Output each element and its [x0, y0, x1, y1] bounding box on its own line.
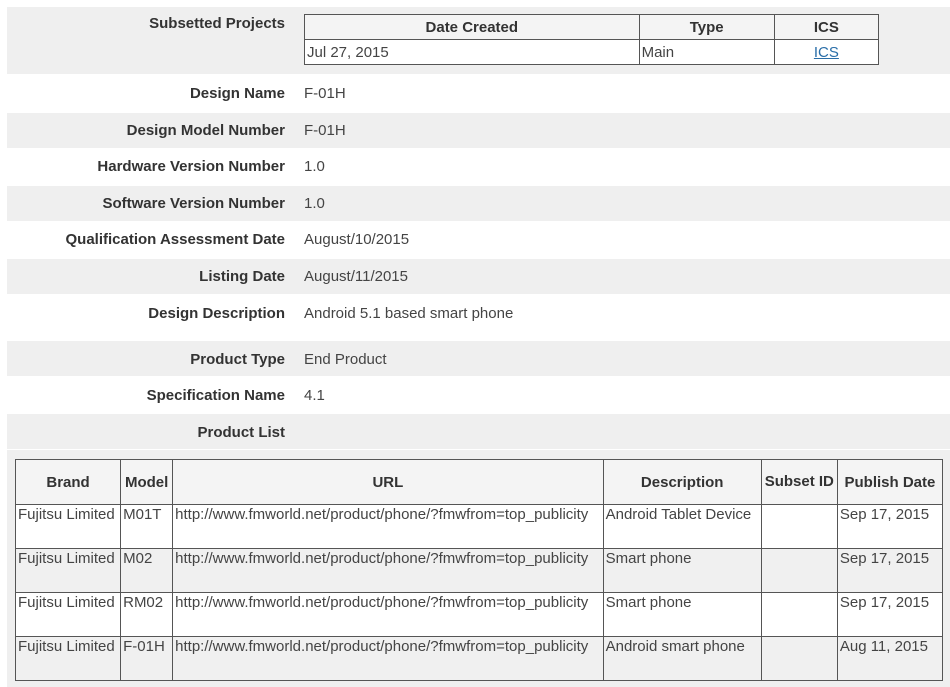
field-label: Product List — [197, 424, 285, 441]
date-created-cell: Jul 27, 2015 — [305, 40, 640, 65]
table-row — [16, 505, 943, 549]
field-row-product-type — [7, 341, 950, 376]
field-label: Qualification Assessment Date — [65, 231, 285, 248]
url-cell: http://www.fmworld.net/product/phone/?fmwfrom=top_publicity — [173, 637, 603, 681]
column-header-model: Model — [121, 460, 173, 505]
publish-date-cell: Sep 17, 2015 — [837, 593, 942, 637]
field-label: Specification Name — [146, 387, 285, 404]
field-value: Android 5.1 based smart phone — [304, 305, 514, 322]
model-cell: M02 — [121, 549, 173, 593]
subset-id-cell — [761, 637, 837, 681]
field-label: Design Description — [148, 305, 285, 322]
type-cell: Main — [639, 40, 774, 65]
table-row — [16, 549, 943, 593]
field-value: End Product — [304, 351, 387, 368]
field-value: August/11/2015 — [304, 268, 408, 285]
field-label: Product Type — [190, 351, 285, 368]
table-row — [16, 593, 943, 637]
field-label: Hardware Version Number — [97, 158, 285, 175]
brand-cell: Fujitsu Limited — [16, 549, 121, 593]
brand-cell: Fujitsu Limited — [16, 637, 121, 681]
column-header-description: Description — [603, 460, 761, 505]
column-header-type: Type — [639, 15, 774, 40]
ics-cell — [774, 40, 878, 65]
field-row-listing-date — [7, 259, 950, 294]
field-value: 1.0 — [304, 158, 325, 175]
table-row — [16, 637, 943, 681]
field-value: August/10/2015 — [304, 231, 410, 248]
column-header-ics: ICS — [774, 15, 878, 40]
field-row-product-list — [7, 414, 950, 449]
subset-id-cell — [761, 593, 837, 637]
field-label: Design Name — [189, 85, 285, 102]
column-header-brand: Brand — [16, 460, 121, 505]
field-label: Software Version Number — [102, 195, 285, 212]
field-value: F-01H — [304, 85, 346, 102]
model-cell: M01T — [121, 505, 173, 549]
description-cell: Android smart phone — [603, 637, 761, 681]
brand-cell: Fujitsu Limited — [16, 505, 121, 549]
subset-id-cell — [761, 549, 837, 593]
url-cell: http://www.fmworld.net/product/phone/?fmwfrom=top_publicity — [173, 505, 603, 549]
field-label: Listing Date — [199, 268, 285, 285]
subsetted-projects-label: Subsetted Projects — [149, 15, 285, 32]
subsetted-projects-table — [304, 14, 879, 65]
field-row-design-name — [7, 76, 950, 112]
url-cell: http://www.fmworld.net/product/phone/?fmwfrom=top_publicity — [173, 549, 603, 593]
publish-date-cell: Sep 17, 2015 — [837, 549, 942, 593]
publish-date-cell: Aug 11, 2015 — [837, 637, 942, 681]
ics-link[interactable]: ICS — [813, 43, 839, 61]
field-value: 4.1 — [304, 387, 325, 404]
url-cell: http://www.fmworld.net/product/phone/?fmwfrom=top_publicity — [173, 593, 603, 637]
column-header-url: URL — [173, 460, 603, 505]
description-cell: Android Tablet Device — [603, 505, 761, 549]
brand-cell: Fujitsu Limited — [16, 593, 121, 637]
column-header-publish-date: Publish Date — [837, 460, 942, 505]
description-cell: Smart phone — [603, 593, 761, 637]
field-value: F-01H — [304, 122, 346, 139]
column-header-subset-id: Subset ID — [761, 460, 837, 505]
subset-id-cell — [761, 505, 837, 549]
model-cell: F-01H — [121, 637, 173, 681]
field-label: Design Model Number — [126, 122, 285, 139]
publish-date-cell: Sep 17, 2015 — [837, 505, 942, 549]
model-cell: RM02 — [121, 593, 173, 637]
column-header-date-created: Date Created — [305, 15, 640, 40]
table-row — [305, 40, 879, 65]
product-list-table — [15, 459, 943, 681]
field-value: 1.0 — [304, 195, 325, 212]
description-cell: Smart phone — [603, 549, 761, 593]
